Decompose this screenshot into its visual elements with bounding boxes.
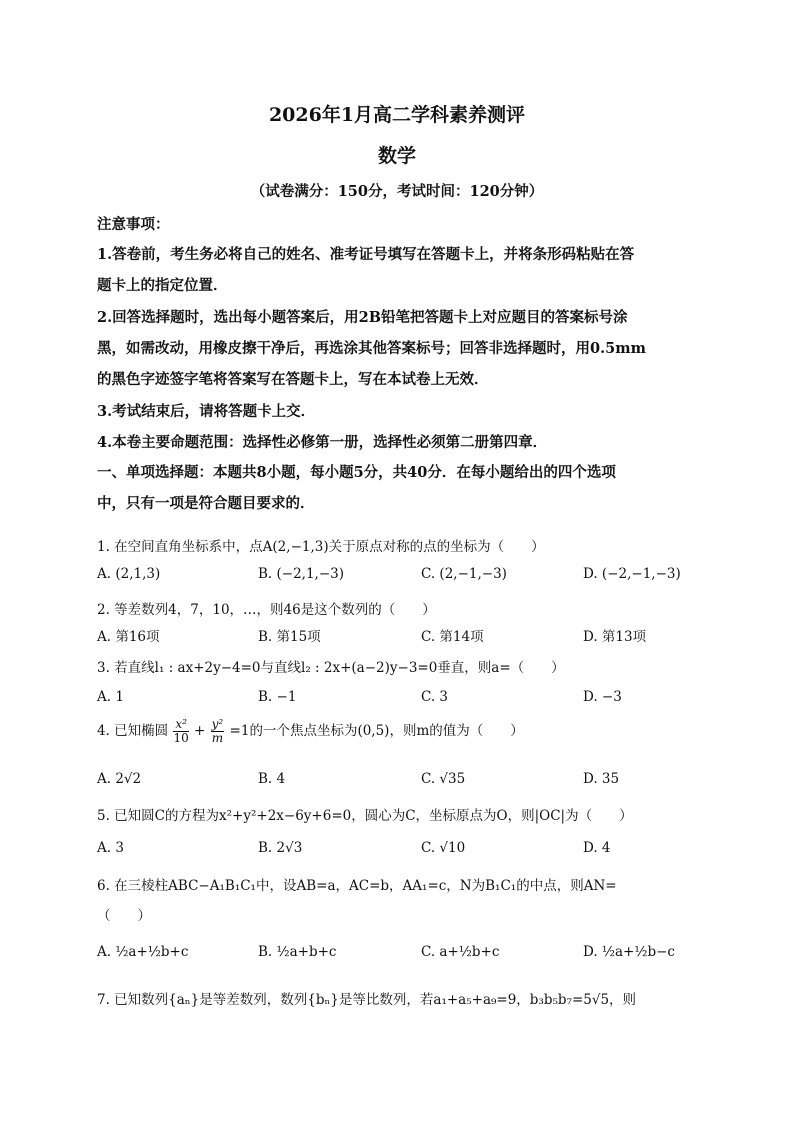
q4-fraction-x (173, 718, 188, 745)
subject-title: 数学 (377, 145, 416, 167)
note-2b: 黑，如需改动，用橡皮擦干净后，再选涂其他答案标号；回答非选择题时，用0.5mm (97, 340, 646, 357)
question-1-stem: 1. 在空间直角坐标系中，点A(2,−1,3)关于原点对称的点的坐标为（ ） (97, 539, 545, 555)
question-5-stem: 5. 已知圆C的方程为x²+y²+2x−6y+6=0，圆心为C，坐标原点为O，则|OC|为（ ） (97, 808, 633, 824)
question-7-stem: 7. 已知数列{aₙ}是等差数列，数列{bₙ}是等比数列，若a₁+a₅+a₉=9，b₃b₅b₇=5√5，则 (97, 992, 637, 1008)
q2-option-c: C. 第14项 (421, 629, 484, 645)
question-3-stem: 3. 若直线l₁ : ax+2y−4=0与直线l₂ : 2x+(a−2)y−3=0垂直，则a=（ ） (97, 660, 565, 676)
q4-frac-y-den: m (211, 731, 224, 745)
q4-option-d: D. 35 (583, 771, 620, 787)
q3-option-d: D. −3 (583, 689, 622, 705)
q4-plus: + (194, 723, 206, 739)
q5-option-c: C. √10 (421, 840, 466, 856)
q4-frac-x-den: 10 (173, 731, 189, 745)
q4-option-a: A. 2√2 (97, 771, 142, 787)
q4-stem-pre: 4. 已知椭圆 (97, 723, 169, 739)
q4-option-b: B. 4 (258, 771, 286, 787)
q6-option-c: C. a+½b+c (421, 944, 500, 960)
q4-fraction-y (211, 718, 225, 745)
exam-title: 2026年1月高二学科素养测评 (268, 104, 526, 126)
q5-option-b: B. 2√3 (258, 840, 303, 856)
note-1a: 1.答卷前，考生务必将自己的姓名、准考证号填写在答题卡上，并将条形码粘贴在答 (97, 246, 635, 263)
question-6-paren: （ ） (97, 908, 151, 924)
q2-option-b: B. 第15项 (258, 629, 321, 645)
q1-option-b: B. (−2,1,−3) (258, 566, 345, 582)
section-heading-1: 一、单项选择题：本题共8小题，每小题5分，共40分．在每小题给出的四个选项 (97, 464, 616, 481)
q1-option-a: A. (2,1,3) (97, 566, 161, 582)
notes-heading: 注意事项： (97, 216, 170, 233)
note-1b: 题卡上的指定位置． (97, 277, 228, 294)
question-6-stem: 6. 在三棱柱ABC−A₁B₁C₁中，设AB=a，AC=b，AA₁=c，N为B₁C₁的中点，则AN= (97, 878, 617, 894)
q4-stem-post: =1的一个焦点坐标为(0,5)，则m的值为（ ） (229, 723, 524, 739)
q4-frac-x-num: x² (175, 717, 187, 731)
question-2-stem: 2. 等差数列4，7，10，…，则46是这个数列的（ ） (97, 602, 436, 618)
note-2a: 2.回答选择题时，选出每小题答案后，用2B铅笔把答题卡上对应题目的答案标号涂 (97, 309, 628, 326)
q3-option-a: A. 1 (97, 689, 124, 705)
q6-option-d: D. ½a+½b−c (583, 944, 675, 960)
q6-option-b: B. ½a+b+c (258, 944, 337, 960)
q3-option-b: B. −1 (258, 689, 297, 705)
note-4: 4.本卷主要命题范围：选择性必修第一册，选择性必须第二册第四章． (97, 434, 548, 451)
note-3: 3.考试结束后，请将答题卡上交． (97, 403, 316, 420)
q5-option-a: A. 3 (97, 840, 124, 856)
note-2c: 的黑色字迹签字笔将答案写在答题卡上，写在本试卷上无效． (97, 371, 489, 388)
exam-info: （试卷满分：150分，考试时间：120分钟） (250, 183, 544, 200)
q1-option-c: C. (2,−1,−3) (421, 566, 507, 582)
q3-option-c: C. 3 (421, 689, 449, 705)
q6-option-a: A. ½a+½b+c (97, 944, 189, 960)
q2-option-d: D. 第13项 (583, 629, 647, 645)
q1-option-d: D. (−2,−1,−3) (583, 566, 681, 582)
section-heading-2: 中，只有一项是符合题目要求的． (97, 495, 315, 512)
question-4-stem (97, 718, 524, 745)
q4-option-c: C. √35 (421, 771, 466, 787)
q5-option-d: D. 4 (583, 840, 611, 856)
q2-option-a: A. 第16项 (97, 629, 160, 645)
q4-frac-y-num: y² (211, 717, 224, 731)
